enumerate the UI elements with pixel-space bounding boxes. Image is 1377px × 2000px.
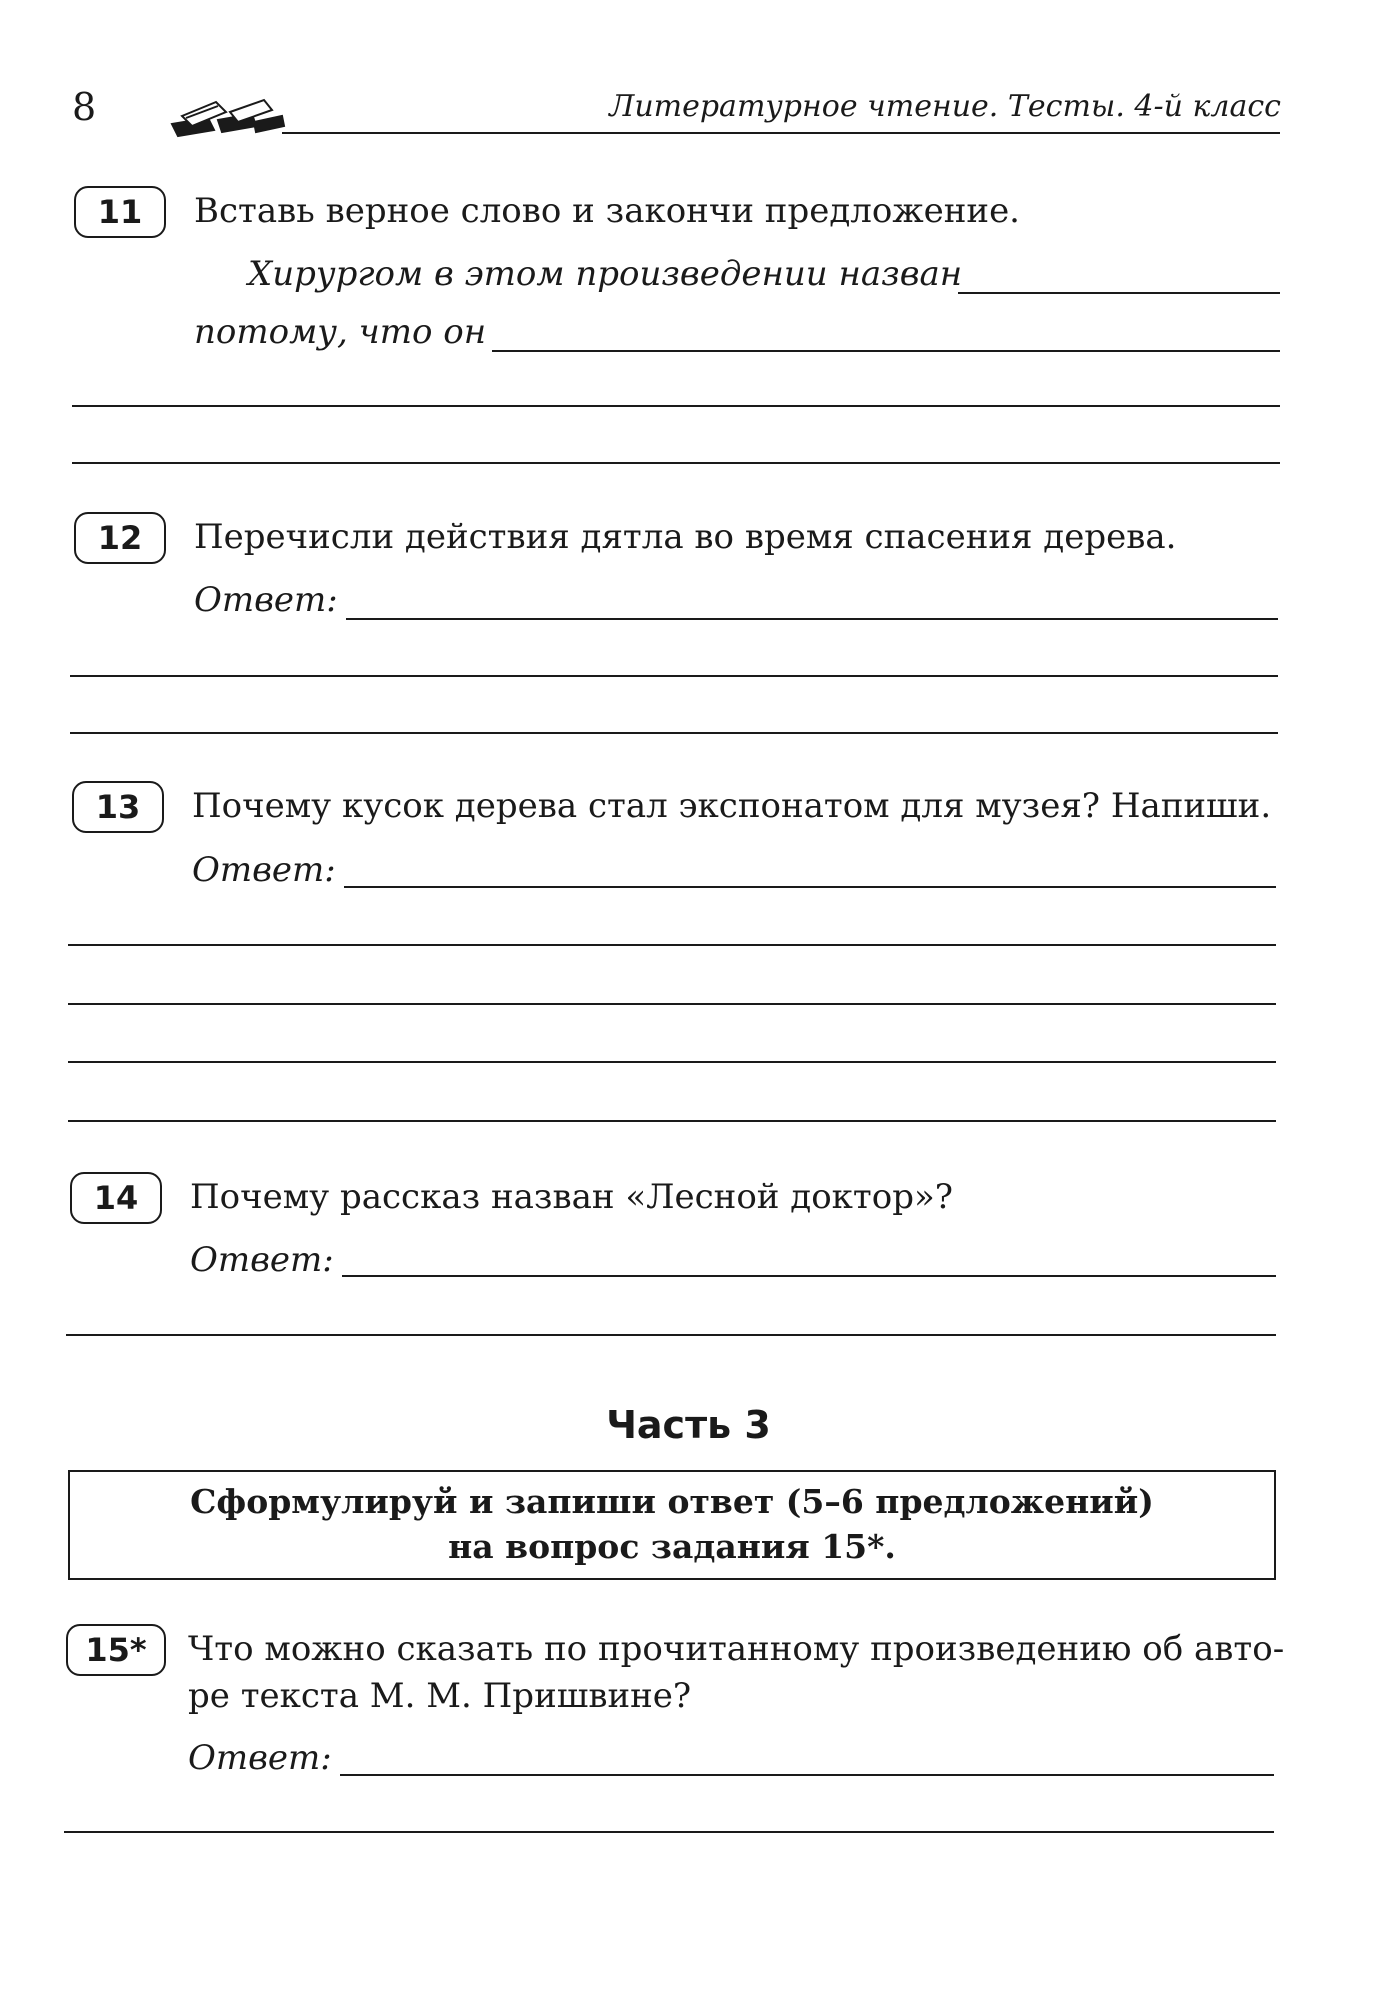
answer-line[interactable]: [492, 350, 1280, 352]
instruction-line2: на вопрос задания 15*.: [448, 1527, 896, 1566]
question-11-text: Вставь верное слово и закончи предложение.: [194, 191, 1020, 231]
answer-label: Ответ:: [188, 1738, 332, 1778]
answer-label: Ответ:: [192, 850, 336, 890]
question-13-text: Почему кусок дерева стал экспонатом для музея? Напиши.: [192, 786, 1272, 826]
books-icon: [168, 94, 286, 138]
question-number-15: 15*: [66, 1624, 166, 1676]
question-number-13: 13: [72, 781, 164, 833]
question-number-14: 14: [70, 1172, 162, 1224]
answer-line[interactable]: [68, 944, 1276, 946]
answer-line[interactable]: [72, 405, 1280, 407]
header-rule: [282, 132, 1280, 134]
question-number-12: 12: [74, 512, 166, 564]
question-number-11: 11: [74, 186, 166, 238]
answer-line[interactable]: [68, 1120, 1276, 1122]
answer-line[interactable]: [346, 618, 1278, 620]
answer-line[interactable]: [72, 462, 1280, 464]
answer-label: Ответ:: [194, 580, 338, 620]
page-number: 8: [72, 85, 97, 129]
answer-line[interactable]: [344, 886, 1276, 888]
question-11-line2: потому, что он: [194, 312, 487, 352]
answer-line[interactable]: [340, 1774, 1274, 1776]
answer-line[interactable]: [958, 292, 1280, 294]
answer-line[interactable]: [70, 675, 1278, 677]
answer-line[interactable]: [70, 732, 1278, 734]
question-12-text: Перечисли действия дятла во время спасения дерева.: [194, 517, 1177, 557]
answer-label: Ответ:: [190, 1240, 334, 1280]
question-11-line1: Хирургом в этом произведении назван: [248, 254, 963, 294]
instruction-box: [68, 1470, 1276, 1580]
part-title: Часть 3: [606, 1403, 771, 1447]
instruction-line1: Сформулируй и запиши ответ (5–6 предложений): [190, 1482, 1154, 1522]
question-14-text: Почему рассказ назван «Лесной доктор»?: [190, 1177, 953, 1217]
answer-line[interactable]: [342, 1275, 1276, 1277]
question-15-text-line2: ре текста М. М. Пришвине?: [188, 1676, 692, 1716]
answer-line[interactable]: [68, 1003, 1276, 1005]
answer-line[interactable]: [64, 1831, 1274, 1833]
question-15-text-line1: Что можно сказать по прочитанному произведению об авто-: [188, 1629, 1285, 1669]
answer-line[interactable]: [66, 1334, 1276, 1336]
header-title: Литературное чтение. Тесты. 4-й класс: [609, 89, 1281, 124]
answer-line[interactable]: [68, 1061, 1276, 1063]
